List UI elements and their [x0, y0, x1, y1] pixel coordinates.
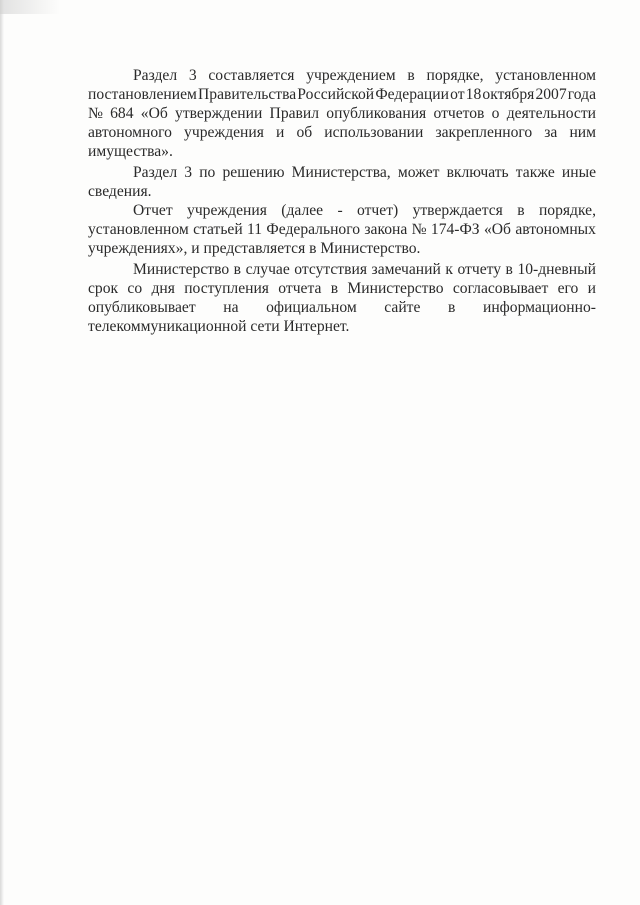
paragraph-4 — [88, 260, 596, 336]
paragraph-1 — [88, 66, 596, 161]
paragraph-3-line-2: установленном статьей 11 Федерального закона № 174-ФЗ «Об автономных — [88, 221, 596, 238]
paragraph-4-line-1: Министерство в случае отсутствия замечаний к отчету в 10-дневный — [133, 261, 596, 278]
paragraph-1-line-2: постановлением Правительства Российской Федерации от 18 октября 2007 года — [88, 86, 597, 103]
paragraph-1-line-3: № 684 «Об утверждении Правил опубликования отчетов о деятельности — [88, 105, 596, 122]
document-body — [88, 66, 596, 336]
paragraph-1-line-1: Раздел 3 составляется учреждением в порядке, установленном — [133, 67, 597, 84]
scan-corner-artifact — [0, 0, 60, 14]
paragraph-3-line-1: Отчет учреждения (далее - отчет) утверждается в порядке, — [133, 202, 596, 219]
paragraph-4-line-3: опубликовывает на официальном сайте в информационно- — [88, 299, 596, 316]
paragraph-3 — [88, 201, 596, 258]
paragraph-4-line-2: срок со дня поступления отчета в Министерство согласовывает его и — [88, 280, 596, 297]
paragraph-1-line-5: имущества». — [88, 143, 173, 160]
paragraph-4-line-4: телекоммуникационной сети Интернет. — [88, 318, 350, 335]
paragraph-2 — [88, 163, 596, 201]
scan-edge — [0, 0, 4, 905]
paragraph-2-line-1: Раздел 3 по решению Министерства, может включать также иные — [133, 164, 597, 181]
paragraph-3-line-3: учреждениях», и представляется в Министерство. — [88, 240, 421, 257]
paragraph-2-line-2: сведения. — [88, 183, 152, 200]
paragraph-1-line-4: автономного учреждения и об использовании закрепленного за ним — [88, 124, 597, 141]
